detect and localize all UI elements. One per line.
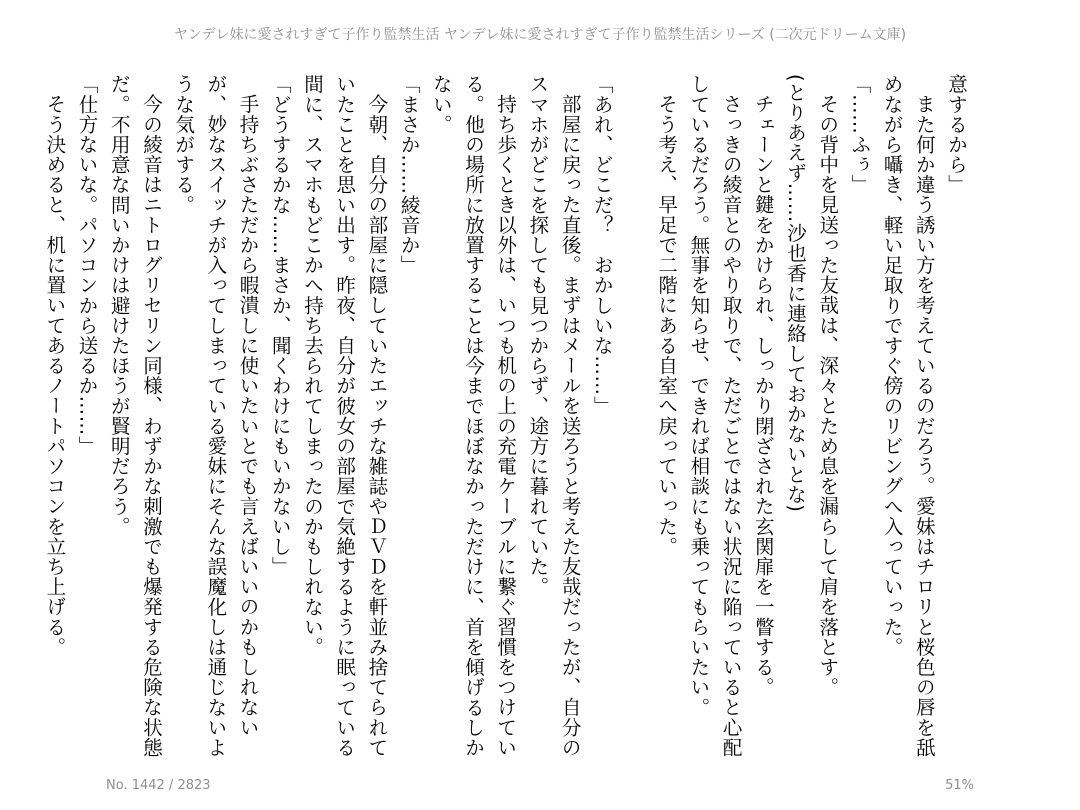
paragraph: 「……ふぅ」: [848, 74, 872, 195]
paragraph: その背中を見送った友哉は、深々とため息を漏らして肩を落とす。: [816, 93, 840, 697]
vertical-text-column: [38, 74, 972, 764]
location-indicator[interactable]: No. 1442 / 2823: [106, 778, 211, 793]
paragraph: 部屋に戻った直後。まずはメールを送ろうと考えた友哉だったが、自分のスマホがどこを探しても見つからず、途方に暮れていた。: [526, 74, 582, 757]
paragraph: (とりあえず……沙也香に連絡しておかないとな): [783, 74, 807, 513]
paragraph: 「あれ、どこだ？ おかしいな……」: [590, 74, 614, 416]
paragraph: 手持ちぶさただから暇潰しに使いたいとでも言えばいいのかもしれないが、妙なスイッチが入ってしまっている愛妹にそんな誤魔化しは通じないような気がする。: [172, 74, 260, 758]
paragraph: そう決めると、机に置いてあるノートパソコンを立ち上げる。: [43, 93, 67, 657]
paragraph: 今朝、自分の部屋に隠していたエッチな雑誌やＤＶＤを軒並み捨てられていたことを思い出す。昨夜、自分が彼女の部屋で気絶するように眠っている間に、スマホもどこかへ持ち去られてしまったのかもしれない。: [300, 74, 389, 758]
book-title: ヤンデレ妹に愛されすぎて子作り監禁生活 ヤンデレ妹に愛されすぎて子作り監禁生活シリーズ (二次元ドリーム文庫): [173, 27, 907, 43]
paragraph: 「どうするかな……まさか、聞くわけにもいかないし」: [268, 74, 292, 577]
paragraph: 「まさか……綾音か」: [397, 74, 421, 275]
scene-break: [618, 74, 650, 764]
paragraph: 今の綾音はニトログリセリン同様、わずかな刺激でも爆発する危険な状態だ。不用意な問いかけは避けたほうが賢明だろう。: [107, 74, 163, 757]
paragraph: 持ち歩くとき以外は、いつも机の上の充電ケーブルに繋ぐ習慣をつけている。他の場所に放置することは今までほぼなかっただけに、首を傾げるしかない。: [429, 74, 518, 758]
paragraph: さっきの綾音とのやり取りで、ただごとではない状況に陥っていると心配しているだろう。無事を知らせ、できれば相談にも乗ってもらいたい。: [687, 74, 743, 757]
paragraph: 「仕方ないな。パソコンから送るか……」: [75, 74, 99, 456]
paragraph: チェーンと鍵をかけられ、しっかり閉ざされた玄関扉を一瞥する。: [751, 93, 775, 697]
paragraph: また何か違う誘い方を考えているのだろう。愛妹はチロリと桜色の唇を舐めながら囁き、軽い足取りですぐ傍のリビングへ入っていった。: [880, 74, 936, 757]
paragraph: そう考え、早足で二階にある自室へ戻っていった。: [655, 93, 679, 556]
progress-percent: 51%: [945, 778, 974, 793]
reading-page[interactable]: [43, 74, 972, 764]
paragraph: 意するから」: [945, 74, 968, 195]
